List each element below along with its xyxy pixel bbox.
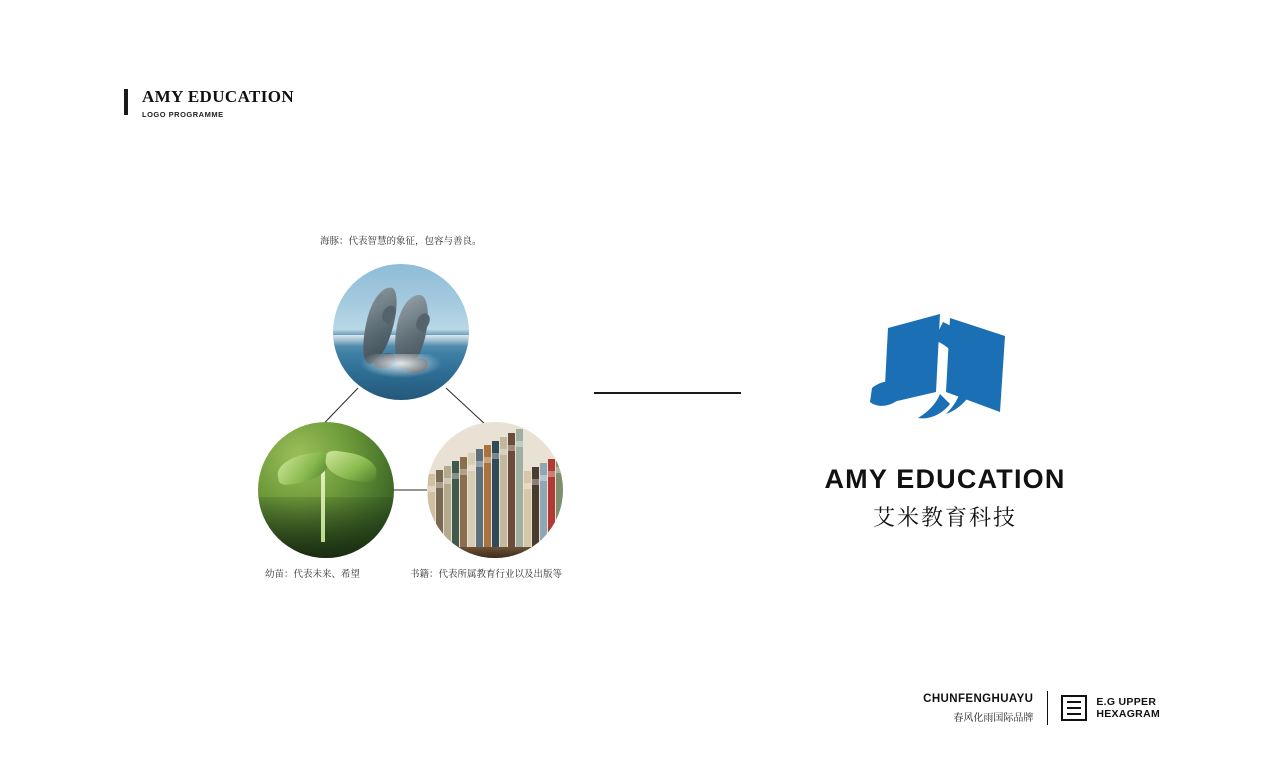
book-spine [540,463,547,558]
footer-divider [1047,691,1048,725]
document-header [124,88,294,119]
concept-diagram [250,230,590,590]
caption-books: 书籍：代表所属教育行业以及出版等 [410,569,563,580]
water-splash [360,354,442,378]
book-spine [548,459,555,558]
logo-lockup [800,292,1090,532]
document-footer [923,691,1160,725]
soil-shadow [258,497,394,558]
logo-name-cn: 艾米教育科技 [872,506,1017,531]
book-spine [476,449,483,558]
sprout-photo [258,422,394,558]
book-spine [444,466,451,558]
caption-sprout: 幼苗：代表未来、希望 [265,569,361,580]
book-spine [508,433,515,558]
book-spine [428,474,435,558]
book-spine [468,453,475,558]
book-spine [500,437,507,558]
book-spine [524,471,531,558]
footer-brand-en: CHUNFENGHUAYU [923,692,1034,705]
footer-brand-cn: 春风化雨国际品牌 [953,712,1034,724]
header-text-group [142,88,294,119]
sprout-stem [321,463,325,542]
book-spine [516,429,523,558]
page-subtitle: LOGO PROGRAMME [142,110,224,119]
book-spine [532,467,539,558]
bookshelf [427,422,563,558]
logo-name-en: AMY EDUCATION [824,464,1066,494]
footer-studio-line1: E.G UPPER [1096,696,1157,708]
book-spine [436,470,443,558]
section-divider [594,392,741,394]
footer-studio-name [1096,696,1160,720]
footer-brand-group [923,693,1047,724]
footer-studio-line2: HEXAGRAM [1096,708,1160,720]
header-accent-bar [124,89,128,115]
shelf-base [427,547,563,558]
books-photo [427,422,563,558]
book-spine [484,445,491,558]
book-spine [492,441,499,558]
footer-studio-group [1061,695,1160,721]
hexagram-icon [1061,695,1087,721]
dolphin-book-logo-mark [800,292,1090,437]
page-title: AMY EDUCATION [142,87,295,106]
dolphin-photo [333,264,469,400]
book-spine [556,455,563,558]
book-spine [460,457,467,558]
caption-dolphin: 海豚：代表智慧的象征，包容与善良。 [320,236,482,247]
book-spine [452,461,459,558]
